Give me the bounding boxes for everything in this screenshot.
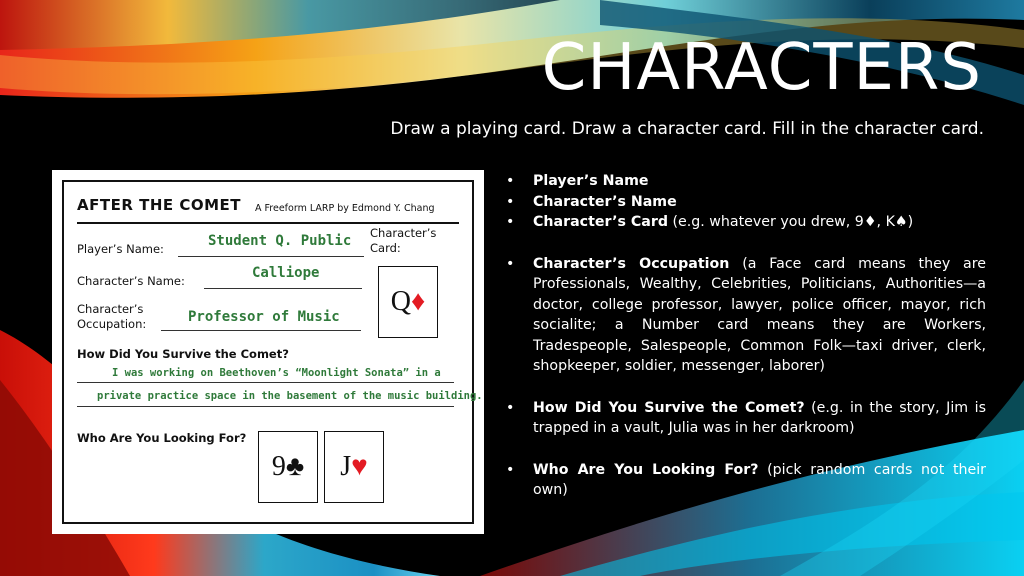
survive-line-1: I was working on Beethoven’s “Moonlight Sonata” in a <box>112 367 441 379</box>
card-title: AFTER THE COMET <box>77 196 242 214</box>
bullet-survive-rest: (e.g. in the story, Jim is trapped in a vault, Julia was in her darkroom) <box>533 399 986 436</box>
looking-for-card-2-rank: J <box>340 451 352 482</box>
bullet-occupation <box>506 254 986 377</box>
character-card-rank: Q <box>390 286 411 317</box>
bullet-characters-card-rest: (e.g. whatever you drew, 9♦, K♠) <box>667 214 914 230</box>
bullet-looking-for-bold: Who Are You Looking For? <box>533 461 759 478</box>
bullet-list <box>506 171 986 501</box>
survive-label: How Did You Survive the Comet? <box>77 347 289 361</box>
card-byline: A Freeform LARP by Edmond Y. Chang <box>255 203 435 214</box>
card-title-rule <box>77 222 459 224</box>
characters-name-value: Calliope <box>252 265 320 281</box>
bullet-characters-card-bold: Character’s Card <box>533 214 668 230</box>
bullet-characters-card <box>506 212 986 233</box>
characters-name-line <box>204 288 362 289</box>
characters-card-label-2: Card: <box>370 241 401 255</box>
bullet-occupation-rest: (a Face card means they are Professionals, Wealthy, Celebrities, Politicians, Authorities—a doctor, college professor, lawyer, police officer, mayor, rich socialite; a Number card means they are Workers, Tradespeople, Salespeople, Common Folk—taxi driver, clerk, shopkeeper, soldier, messenger, laborer) <box>533 255 987 374</box>
occupation-label-1: Character’s <box>77 302 144 316</box>
looking-for-card-1-rank: 9 <box>271 451 286 482</box>
character-card-image <box>52 170 484 534</box>
survive-rule-2 <box>77 406 454 407</box>
bullet-survive-bold: How Did You Survive the Comet? <box>533 399 805 416</box>
heart-suit-icon: ♥ <box>351 451 368 482</box>
bullet-players-name-text: Player’s Name <box>533 173 649 189</box>
looking-for-card-1 <box>258 431 318 503</box>
looking-for-card-2 <box>324 431 384 503</box>
bullet-characters-name <box>506 192 986 213</box>
bullet-survive <box>506 398 986 439</box>
bullet-characters-name-text: Character’s Name <box>533 193 677 210</box>
bullet-looking-for-rest: (pick random cards not their own) <box>533 461 986 498</box>
bullet-players-name <box>506 171 986 192</box>
club-suit-icon: ♣ <box>285 451 305 482</box>
bullet-looking-for <box>506 460 986 501</box>
survive-rule-1 <box>77 382 454 383</box>
slide-title: CHARACTERS <box>541 31 982 105</box>
occupation-value: Professor of Music <box>188 309 340 325</box>
slide-subtitle: Draw a playing card. Draw a character card. Fill in the character card. <box>390 119 984 139</box>
diamond-suit-icon: ♦ <box>410 286 426 317</box>
players-name-label: Player’s Name: <box>77 242 164 256</box>
looking-for-label: Who Are You Looking For? <box>77 431 247 445</box>
players-name-line <box>178 256 364 257</box>
players-name-value: Student Q. Public <box>208 233 352 249</box>
character-playing-card <box>378 266 438 338</box>
character-card-frame <box>62 180 483 524</box>
characters-name-label: Character’s Name: <box>77 274 185 288</box>
occupation-label-2: Occupation: <box>77 317 147 331</box>
bullet-occupation-bold: Character’s Occupation <box>533 255 730 272</box>
occupation-line <box>161 330 361 331</box>
survive-line-2: private practice space in the basement of the music building. <box>97 390 483 402</box>
characters-card-label-1: Character’s <box>370 226 437 240</box>
